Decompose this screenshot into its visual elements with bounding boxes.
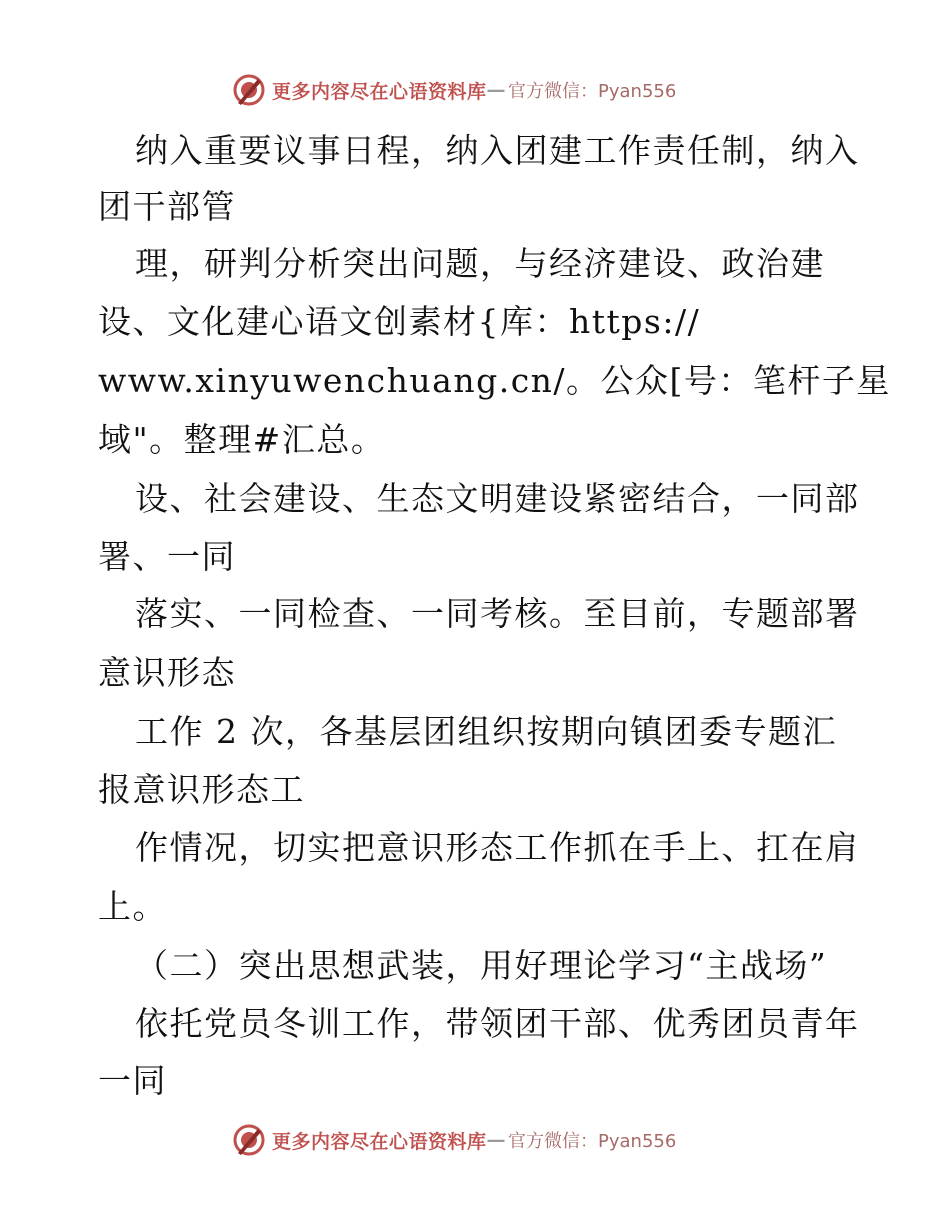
banner-dash: —	[486, 79, 507, 101]
section-heading: （二）突出思想武装，用好理论学习“主战场”	[135, 946, 828, 985]
text-line: 意识形态	[98, 653, 236, 692]
text-line: 域"。整理#汇总。	[98, 420, 386, 459]
text-line: 一同	[98, 1061, 167, 1100]
banner-wechat: 官方微信：Pyan556	[508, 81, 677, 102]
text-line: 上。	[98, 887, 167, 926]
footer-watermark-banner	[232, 1122, 676, 1158]
banner-title: 更多内容尽在心语资料库	[272, 1130, 487, 1153]
pen-logo-icon	[232, 73, 266, 107]
text-line: 团干部管	[98, 187, 236, 226]
header-watermark-banner	[232, 72, 676, 108]
text-line: 理，研判分析突出问题，与经济建设、政治建	[135, 244, 825, 283]
text-line: 依托党员冬训工作，带领团干部、优秀团员青年	[135, 1004, 860, 1043]
text-line: 落实、一同检查、一同考核。至目前，专题部署	[135, 594, 860, 633]
text-line: 纳入重要议事日程，纳入团建工作责任制，纳入	[135, 131, 860, 170]
text-line: 署、一同	[98, 537, 236, 576]
text-line: 设、文化建心语文创素材{库：https://	[98, 302, 701, 341]
banner-title: 更多内容尽在心语资料库	[272, 80, 487, 103]
text-line: 设、社会建设、生态文明建设紧密结合，一同部	[135, 479, 860, 518]
banner-dash: —	[486, 1129, 507, 1151]
text-line: 作情况，切实把意识形态工作抓在手上、扛在肩	[135, 828, 860, 867]
text-line: www.xinyuwenchuang.cn/。公众[号：笔杆子星	[98, 361, 891, 400]
pen-logo-icon	[232, 1123, 266, 1157]
banner-wechat: 官方微信：Pyan556	[508, 1131, 677, 1152]
text-line: 工作 2 次，各基层团组织按期向镇团委专题汇	[135, 712, 837, 751]
text-line: 报意识形态工	[98, 770, 305, 809]
